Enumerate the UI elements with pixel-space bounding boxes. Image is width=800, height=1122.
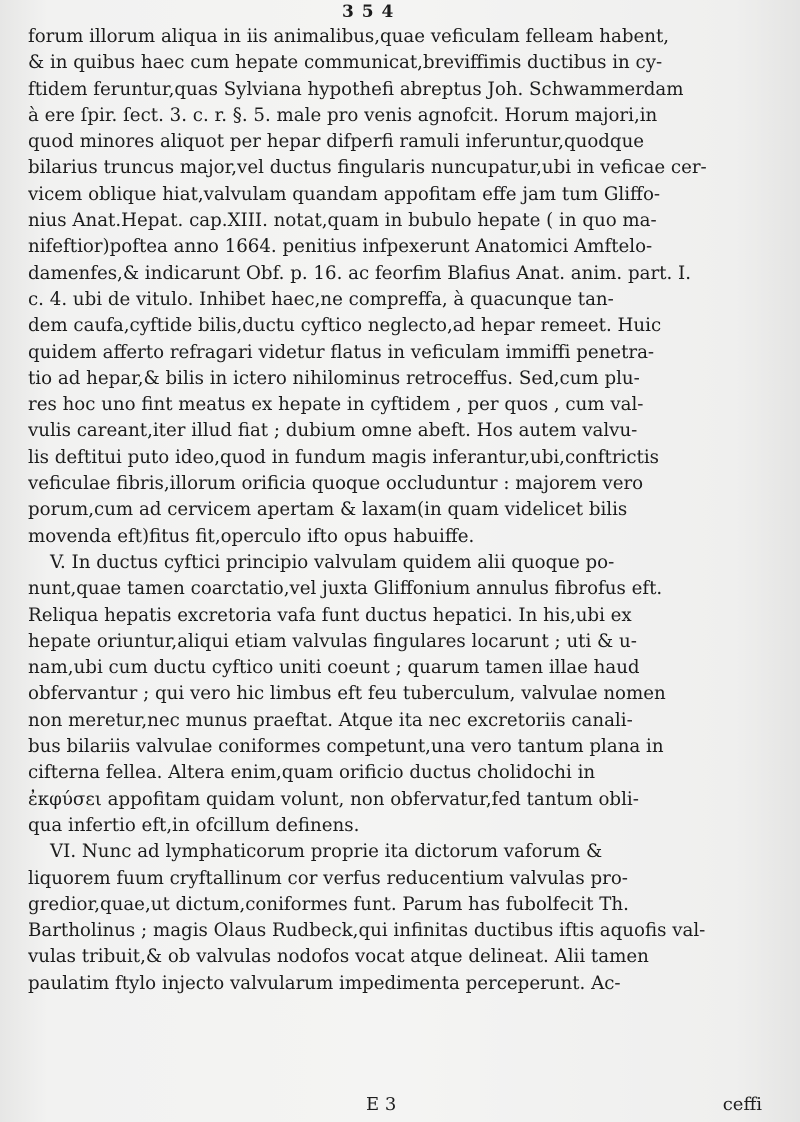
text-line: vicem oblique hiat,valvulam quandam appofitam effe jam tum Gliffo- — [28, 183, 661, 205]
text-line: Bartholinus ; magis Olaus Rudbeck,qui infinitas ductibus iftis aquofis val- — [28, 920, 706, 942]
text-line: non meretur,nec munus praeftat. Atque ita nec excretoriis canali- — [28, 709, 633, 731]
text-line: cifterna fellea. Altera enim,quam orificio ductus cholidochi in — [28, 762, 596, 784]
text-line: qua infertio eft,in ofcillum definens. — [28, 814, 360, 836]
text-line: & in quibus haec cum hepate communicat,breviffimis ductibus in cy- — [28, 52, 663, 74]
text-line: gredior,quae,ut dictum,coniformes funt. Parum has fubolfecit Th. — [28, 893, 629, 915]
text-line: obfervantur ; qui vero hic limbus eft feu tuberculum, valvulae nomen — [28, 683, 666, 705]
text-line: dem caufa,cyftide bilis,ductu cyftico neglecto,ad hepar remeet. Huic — [28, 315, 662, 337]
text-line: tio ad hepar,& bilis in ictero nihilominus retroceffus. Sed,cum plu- — [28, 367, 640, 389]
text-line: Reliqua hepatis excretoria vafa funt ductus hepatici. In his,ubi ex — [28, 604, 632, 626]
text-line: damenfes,& indicarunt Obf. p. 16. ac feorfim Blafius Anat. anim. part. I. — [28, 262, 691, 284]
text-line: nunt,quae tamen coarctatio,vel juxta Gliffonium annulus fibrofus eft. — [28, 578, 663, 600]
text-line: ἐκφύσει appofitam quidam volunt, non obfervatur,fed tantum obli- — [28, 788, 639, 810]
text-line: liquorem fuum cryftallinum cor verfus reducentium valvulas pro- — [28, 867, 628, 889]
text-line: lis deftitui puto ideo,quod in fundum magis inferantur,ubi,conftrictis — [28, 446, 660, 468]
text-line: bus bilariis valvulae coniformes competunt,una vero tantum plana in — [28, 736, 664, 758]
body-text — [28, 24, 784, 997]
text-line: paulatim ftylo injecto valvularum impedimenta perceperunt. Ac- — [28, 972, 621, 994]
text-line: nifeftior)poftea anno 1664. penitius infpexerunt Anatomici Amftelo- — [28, 236, 653, 258]
section-v-start: V. In ductus cyftici principio valvulam quidem alii quoque po- — [50, 551, 615, 573]
text-line: vulis careant,iter illud fiat ; dubium omne abeft. Hos autem valvu- — [28, 420, 638, 442]
text-line: veficulae fibris,illorum orificia quoque occluduntur : majorem vero — [28, 473, 644, 495]
text-line: vulas tribuit,& ob valvulas nodofos vocat atque delineat. Alii tamen — [28, 946, 649, 968]
text-line: ftidem feruntur,quas Sylviana hypothefi abreptus Joh. Schwammerdam — [28, 78, 684, 100]
text-line: movenda eft)fitus fit,operculo ifto opus habuiffe. — [28, 525, 475, 547]
text-line: à ere ſpir. ſect. 3. c. r. §. 5. male pro venis agnofcit. Horum majori,in — [28, 104, 658, 126]
text-line: quod minores aliquot per hepar difperfi ramuli inferuntur,quodque — [28, 131, 645, 153]
text-line: porum,cum ad cervicem apertam & laxam(in quam videlicet bilis — [28, 499, 628, 521]
text-line: bilarius truncus major,vel ductus fingularis nuncupatur,ubi in veficae cer- — [28, 157, 707, 179]
text-line: quidem afferto refragari videtur flatus in veficulam immiffi penetra- — [28, 341, 655, 363]
page-number: 3 5 4 — [342, 2, 395, 22]
text-line: res hoc uno fint meatus ex hepate in cyftidem , per quos , cum val- — [28, 394, 644, 416]
text-line: c. 4. ubi de vitulo. Inhibet haec,ne compreffa, à quacunque tan- — [28, 288, 614, 310]
catchword: ceffi — [722, 1094, 762, 1115]
section-vi-start: VI. Nunc ad lymphaticorum proprie ita dictorum vaforum & — [50, 841, 603, 863]
text-line: nius Anat.Hepat. cap.XIII. notat,quam in bubulo hepate ( in quo ma- — [28, 210, 657, 232]
text-line: hepate oriuntur,aliqui etiam valvulas fingulares locarunt ; uti & u- — [28, 630, 637, 652]
text-line: forum illorum aliqua in iis animalibus,quae veficulam felleam habent, — [28, 26, 670, 47]
text-line: nam,ubi cum ductu cyftico uniti coeunt ; quarum tamen illae haud — [28, 657, 640, 679]
signature-mark: E 3 — [366, 1094, 397, 1115]
